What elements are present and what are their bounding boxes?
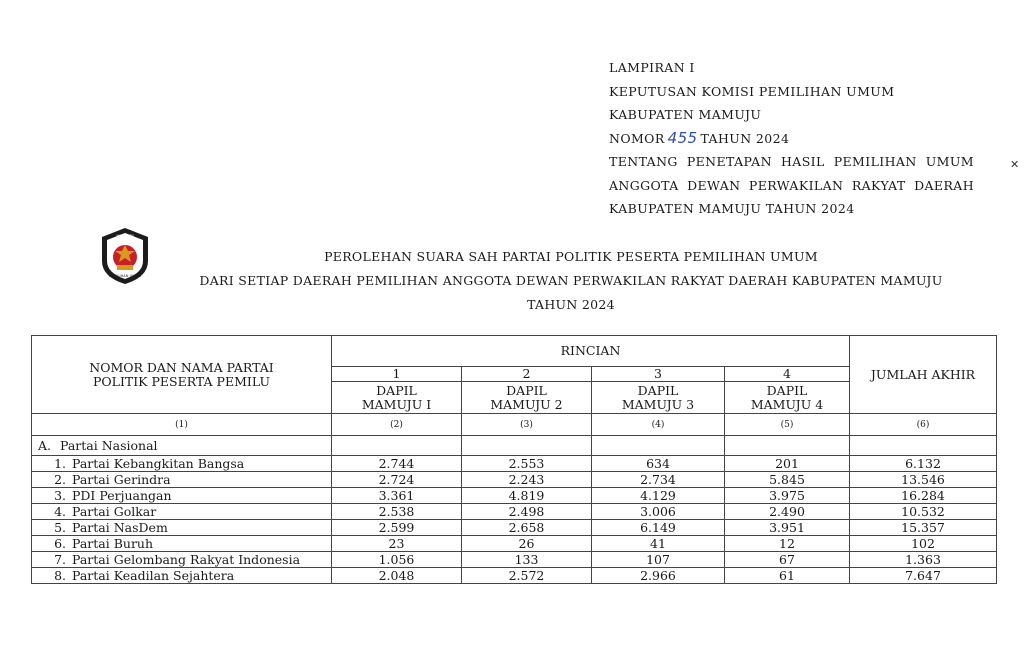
table-row bbox=[32, 488, 997, 504]
district-number: 1 bbox=[332, 367, 462, 382]
votes-total: 13.546 bbox=[850, 472, 997, 488]
party-name: Partai Kebangkitan Bangsa bbox=[72, 455, 245, 471]
district-name: DAPIL MAMUJU 4 bbox=[725, 382, 850, 414]
votes-dapil-1: 2.048 bbox=[332, 568, 462, 584]
column-number: (6) bbox=[850, 414, 997, 436]
appendix-label: LAMPIRAN I bbox=[609, 60, 695, 75]
doc-title-line-1: PEROLEHAN SUARA SAH PARTAI POLITIK PESERTA PEMILIHAN UMUM bbox=[324, 249, 818, 264]
votes-dapil-1: 2.599 bbox=[332, 520, 462, 536]
subject-line-2: ANGGOTA DEWAN PERWAKILAN RAKYAT DAERAH bbox=[609, 177, 974, 193]
votes-dapil-1: 2.744 bbox=[332, 456, 462, 472]
district-number: 3 bbox=[592, 367, 725, 382]
handwritten-number: 455 bbox=[667, 128, 698, 147]
section-label: A. Partai Nasional bbox=[32, 436, 332, 456]
party-name-cell bbox=[32, 488, 332, 504]
votes-dapil-2: 2.498 bbox=[462, 504, 592, 520]
votes-dapil-2: 26 bbox=[462, 536, 592, 552]
party-name-cell bbox=[32, 456, 332, 472]
number-prefix: NOMOR bbox=[609, 130, 665, 146]
votes-dapil-3: 3.006 bbox=[592, 504, 725, 520]
party-name: Partai Gelombang Rakyat Indonesia bbox=[72, 551, 301, 567]
doc-title-line-3: TAHUN 2024 bbox=[527, 297, 615, 312]
regency-name: KABUPATEN MAMUJU bbox=[609, 107, 762, 122]
table-row bbox=[32, 472, 997, 488]
votes-dapil-2: 2.553 bbox=[462, 456, 592, 472]
votes-dapil-3: 107 bbox=[592, 552, 725, 568]
votes-dapil-1: 3.361 bbox=[332, 488, 462, 504]
party-index: 5. bbox=[54, 519, 66, 535]
column-number: (1) bbox=[32, 414, 332, 436]
votes-dapil-3: 41 bbox=[592, 536, 725, 552]
votes-dapil-4: 2.490 bbox=[725, 504, 850, 520]
party-index: 7. bbox=[54, 551, 66, 567]
details-header: RINCIAN bbox=[332, 336, 850, 367]
votes-total: 16.284 bbox=[850, 488, 997, 504]
party-name-cell bbox=[32, 568, 332, 584]
logo-top-text: KOMISI bbox=[116, 234, 134, 241]
party-name: Partai Gerindra bbox=[72, 471, 171, 487]
district-name: DAPIL MAMUJU I bbox=[332, 382, 462, 414]
subject-line-3: KABUPATEN MAMUJU TAHUN 2024 bbox=[609, 201, 855, 216]
party-rows bbox=[32, 456, 997, 584]
votes-dapil-3: 2.966 bbox=[592, 568, 725, 584]
table-row bbox=[32, 504, 997, 520]
party-index: 4. bbox=[54, 503, 66, 519]
column-number: (5) bbox=[725, 414, 850, 436]
table-row bbox=[32, 456, 997, 472]
party-name: Partai Buruh bbox=[72, 535, 154, 551]
votes-dapil-3: 2.734 bbox=[592, 472, 725, 488]
party-name: Partai Golkar bbox=[72, 503, 157, 519]
votes-total: 1.363 bbox=[850, 552, 997, 568]
votes-total: 7.647 bbox=[850, 568, 997, 584]
table-row bbox=[32, 568, 997, 584]
column-number: (2) bbox=[332, 414, 462, 436]
margin-mark: ✕ bbox=[1010, 158, 1020, 171]
votes-total: 6.132 bbox=[850, 456, 997, 472]
table-row bbox=[32, 552, 997, 568]
votes-dapil-4: 5.845 bbox=[725, 472, 850, 488]
district-name: DAPIL MAMUJU 2 bbox=[462, 382, 592, 414]
votes-dapil-4: 61 bbox=[725, 568, 850, 584]
votes-dapil-2: 4.819 bbox=[462, 488, 592, 504]
decision-number bbox=[609, 127, 974, 151]
votes-dapil-1: 1.056 bbox=[332, 552, 462, 568]
district-number: 4 bbox=[725, 367, 850, 382]
column-number: (4) bbox=[592, 414, 725, 436]
votes-total: 10.532 bbox=[850, 504, 997, 520]
votes-dapil-3: 6.149 bbox=[592, 520, 725, 536]
party-header: NOMOR DAN NAMA PARTAI POLITIK PESERTA PEMILU bbox=[32, 336, 332, 414]
party-name: Partai Keadilan Sejahtera bbox=[72, 567, 235, 583]
column-number: (3) bbox=[462, 414, 592, 436]
votes-dapil-4: 67 bbox=[725, 552, 850, 568]
party-name-cell bbox=[32, 552, 332, 568]
table-row bbox=[32, 520, 997, 536]
party-index: 3. bbox=[54, 487, 66, 503]
district-number: 2 bbox=[462, 367, 592, 382]
votes-dapil-4: 3.951 bbox=[725, 520, 850, 536]
doc-title-line-2: DARI SETIAP DAERAH PEMILIHAN ANGGOTA DEWAN PERWAKILAN RAKYAT DAERAH KABUPATEN MAMUJU bbox=[199, 273, 943, 288]
party-name-cell bbox=[32, 472, 332, 488]
votes-total: 15.357 bbox=[850, 520, 997, 536]
district-name: DAPIL MAMUJU 3 bbox=[592, 382, 725, 414]
votes-dapil-2: 2.572 bbox=[462, 568, 592, 584]
votes-dapil-4: 12 bbox=[725, 536, 850, 552]
votes-dapil-3: 4.129 bbox=[592, 488, 725, 504]
votes-dapil-2: 2.243 bbox=[462, 472, 592, 488]
party-name: Partai NasDem bbox=[72, 519, 168, 535]
votes-dapil-1: 2.724 bbox=[332, 472, 462, 488]
votes-dapil-4: 3.975 bbox=[725, 488, 850, 504]
table-row bbox=[32, 536, 997, 552]
votes-dapil-2: 133 bbox=[462, 552, 592, 568]
total-header: JUMLAH AKHIR bbox=[850, 336, 997, 414]
votes-dapil-4: 201 bbox=[725, 456, 850, 472]
votes-total: 102 bbox=[850, 536, 997, 552]
vote-results-table bbox=[31, 335, 997, 584]
section-row bbox=[32, 436, 997, 456]
party-index: 8. bbox=[54, 567, 66, 583]
party-index: 6. bbox=[54, 535, 66, 551]
party-index: 1. bbox=[54, 455, 66, 471]
number-suffix: TAHUN 2024 bbox=[700, 130, 790, 146]
votes-dapil-3: 634 bbox=[592, 456, 725, 472]
party-name: PDI Perjuangan bbox=[72, 487, 172, 503]
logo-bottom-text: PEMILIHAN UMUM bbox=[108, 274, 142, 278]
party-index: 2. bbox=[54, 471, 66, 487]
votes-dapil-1: 2.538 bbox=[332, 504, 462, 520]
party-name-cell bbox=[32, 504, 332, 520]
party-name-cell bbox=[32, 520, 332, 536]
party-name-cell bbox=[32, 536, 332, 552]
decision-title: KEPUTUSAN KOMISI PEMILIHAN UMUM bbox=[609, 83, 895, 99]
votes-dapil-1: 23 bbox=[332, 536, 462, 552]
votes-dapil-2: 2.658 bbox=[462, 520, 592, 536]
appendix-header bbox=[609, 56, 974, 221]
subject-line-1: TENTANG PENETAPAN HASIL PEMILIHAN UMUM bbox=[609, 154, 974, 169]
